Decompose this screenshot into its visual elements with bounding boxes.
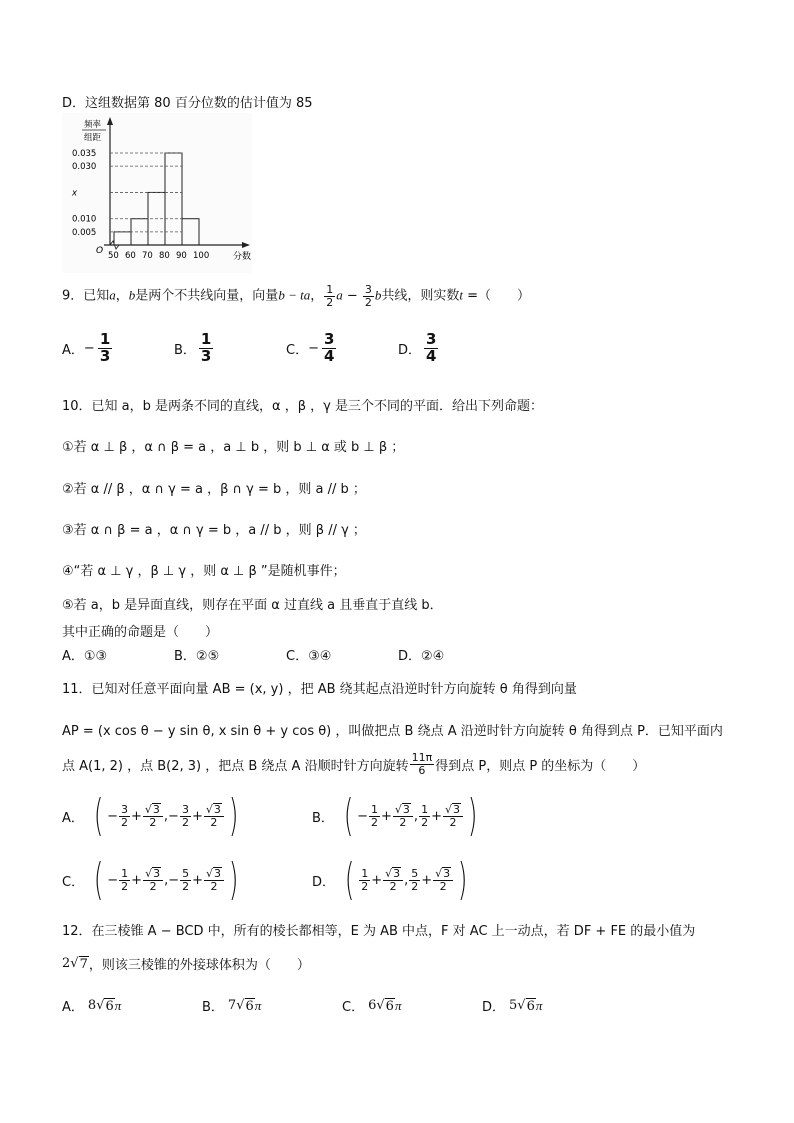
q10-option-d[interactable]: D．②④ (398, 649, 445, 664)
option-coef: 8 (87, 998, 97, 1013)
q10-item-5: ⑤若 a，b 是异面直线，则存在平面 α 过直线 a 且垂直于直线 b． (62, 598, 443, 613)
coord-fraction: $\frac{1}{2}$ (371, 802, 378, 829)
option-label: C． (342, 1000, 365, 1015)
coord-fraction: $\frac{5}{2}$ (411, 866, 419, 893)
option-label: B． (174, 342, 196, 358)
q10-item-3: ③若 α ∩ β = a ，α ∩ γ = b ，a // b ，则 β // γ ； (62, 523, 366, 538)
option-label: C． (286, 342, 309, 358)
q11-line-1: 11．已知对任意平面向量 AB = (x, y) ，把 AB 绕其起点沿逆时针方向旋转 θ 角得到向量 (62, 682, 577, 697)
q9-stem-end: =（ ） (463, 288, 531, 304)
q12-line-1: 12．在三棱锥 A − BCD 中，所有的棱长都相等，E 为 AB 中点，F 对 AC 上一动点，若 DF + FE 的最小值为 (62, 924, 696, 939)
coord-fraction: $\frac{1}{2}$ (421, 802, 429, 829)
left-paren: ( (343, 790, 354, 841)
left-paren: ( (93, 854, 104, 905)
q11-line-3-pre: 点 A(1, 2) ，点 B(2, 3) ，把点 B 绕点 A 沿顺时针方向旋转 (62, 758, 409, 774)
q9-expr1: b − ta (278, 287, 311, 303)
q11-option-a[interactable] (62, 790, 242, 841)
op-text: − (168, 872, 180, 888)
sqrt-fraction: $\frac{√3}{2}$ (443, 803, 463, 828)
sqrt-fraction: $\frac{√3}{2}$ (143, 867, 163, 892)
op-text: + (191, 808, 203, 824)
q10-item-4: ④“若 α ⊥ γ ，β ⊥ γ ，则 α ⊥ β ”是随机事件； (62, 564, 346, 579)
op-text: − (107, 808, 118, 824)
option-label: B． (202, 1000, 224, 1015)
x-tick-label: 60 (125, 251, 136, 261)
x-tick-label: 90 (176, 251, 187, 261)
right-paren: ) (228, 790, 239, 841)
op-text: + (421, 872, 433, 888)
coord-fraction: $\frac{1}{2}$ (361, 866, 369, 893)
op-text: , (404, 872, 409, 888)
option-radicand: 6 (526, 998, 535, 1014)
option-label: B． (312, 810, 334, 826)
frequency-histogram (62, 113, 252, 273)
option-pi: π (114, 997, 122, 1013)
q9-option-b[interactable] (174, 332, 214, 365)
op-text: + (131, 872, 143, 888)
op-text: , (163, 808, 169, 824)
option-label: D． (398, 342, 422, 358)
q10-option-a[interactable]: A．①③ (62, 649, 108, 664)
radical-icon: √ (517, 998, 526, 1013)
op-text: , (413, 808, 419, 824)
option-fraction: $\frac{3}{4}$ (323, 330, 335, 365)
coord-fraction: $\frac{3}{2}$ (181, 802, 189, 829)
option-radicand: 6 (245, 998, 254, 1014)
option-label: A． (62, 342, 84, 358)
option-pi: π (394, 997, 402, 1013)
sqrt-fraction: $\frac{√3}{2}$ (433, 867, 453, 892)
x-tick-label: 80 (159, 251, 170, 261)
sqrt-fraction: $\frac{√3}{2}$ (393, 803, 413, 828)
q11-option-d[interactable] (312, 854, 471, 905)
q9-frac1-num: 1 (326, 283, 334, 296)
option-coef: 6 (368, 998, 377, 1013)
q9-option-c[interactable] (286, 332, 337, 365)
right-paren: ) (458, 854, 468, 905)
q9-frac1-den: 2 (326, 295, 334, 309)
q12-option-d[interactable] (482, 996, 542, 1015)
x-tick-label: 50 (108, 251, 119, 261)
right-paren: ) (467, 790, 478, 841)
sqrt-fraction: $\frac{√3}{2}$ (204, 803, 224, 828)
q9-sep: ， (115, 288, 129, 304)
option-label: C． (62, 874, 85, 890)
x-tick-label: 100 (193, 251, 210, 261)
radical-icon: √ (376, 998, 385, 1013)
x-tick-label: 70 (142, 251, 153, 261)
q11-option-b[interactable] (312, 790, 481, 841)
q11-line-2: AP = (x cos θ − y sin θ, x sin θ + y cos θ) ，叫做把点 B 绕点 A 沿逆时针方向旋转 θ 角得到点 P．已知平面内 (62, 724, 723, 739)
q10-option-b[interactable]: B．②⑤ (174, 649, 220, 664)
q9-stem: 9．已知a，b是两个不共线向量，向量b − ta， $\frac{1}{2}$ a − $\frac{3}{2}$ b共线，则实数t =（ ） (62, 283, 531, 309)
option-pi: π (254, 997, 262, 1013)
q10-question: 其中正确的命题是（ ） (62, 625, 219, 640)
q9-frac2-den: 2 (364, 295, 372, 309)
left-paren: ( (344, 854, 355, 905)
sqrt-fraction: $\frac{√3}{2}$ (383, 867, 403, 892)
q10-stem: 10．已知 a，b 是两条不同的直线，α ，β ，γ 是三个不同的平面．给出下列命题： (62, 399, 543, 414)
q9-stem-mid: 是两个不共线向量，向量 (135, 288, 279, 304)
sqrt-fraction: $\frac{√3}{2}$ (143, 803, 163, 828)
x-label: 分数 (233, 252, 252, 262)
option-sign: − (83, 340, 95, 356)
q11-option-c[interactable] (62, 854, 242, 905)
q11-angle-frac (410, 752, 435, 776)
op-text: − (168, 808, 179, 824)
option-radicand: 6 (105, 998, 114, 1014)
op-text: + (371, 872, 383, 888)
option-coef: 7 (227, 998, 237, 1013)
sqrt-fraction: $\frac{√3}{2}$ (204, 867, 224, 892)
option-label: A． (62, 1000, 84, 1015)
option-fraction: $\frac{1}{3}$ (200, 330, 212, 365)
option-radicand: 6 (385, 998, 394, 1014)
q12-option-a[interactable] (62, 996, 121, 1015)
q9-stem-mid4: 共线，则实数 (381, 288, 460, 304)
y-tick-label: 0.010 (72, 214, 97, 225)
q9-sep2: ， (310, 288, 324, 304)
right-paren: ) (228, 854, 239, 905)
y-tick-label: 0.030 (72, 162, 97, 173)
q9-frac2-num: 3 (364, 283, 372, 296)
q9-option-d[interactable] (398, 332, 439, 365)
q9-vec-a: a (109, 287, 116, 303)
coord-fraction: $\frac{5}{2}$ (182, 866, 190, 893)
q8-option-d: D．这组数据第 80 百分位数的估计值为 85 (62, 96, 313, 111)
op-text: , (164, 872, 169, 888)
option-label: D． (482, 1000, 506, 1015)
option-fraction: $\frac{1}{3}$ (99, 330, 111, 365)
y-tick-label: 0.035 (72, 149, 97, 159)
q9-frac1 (324, 284, 335, 308)
option-label: D． (312, 874, 336, 890)
y-tick-label: 0.005 (72, 227, 97, 238)
op-text: + (192, 872, 204, 888)
y-label-top: 频率 (84, 120, 102, 130)
option-pi: π (535, 997, 543, 1013)
option-coef: 5 (509, 998, 518, 1013)
op-text: + (381, 808, 392, 824)
q9-var-t: t (459, 287, 464, 303)
left-paren: ( (93, 790, 104, 841)
q9-vec-b: b (128, 287, 136, 303)
q10-option-c[interactable]: C．③④ (286, 649, 332, 664)
op-text: + (431, 808, 442, 824)
option-label: A． (62, 810, 84, 826)
q9-stem-pre: 9．已知 (62, 288, 110, 304)
radical-icon: √ (236, 998, 245, 1013)
q12-radicand: 7 (79, 956, 88, 972)
q12-option-b[interactable] (202, 996, 261, 1015)
coord-fraction: $\frac{1}{2}$ (121, 866, 129, 893)
q11-line-3-post: 得到点 P，则点 P 的坐标为（ ） (435, 758, 646, 774)
option-sign: − (308, 340, 319, 356)
radical-icon: √ (96, 998, 105, 1013)
q12-line-2: 2 √ 7 ，则该三棱锥的外接球体积为（ ） (62, 956, 310, 973)
op-text: + (130, 808, 142, 824)
q11-angle-num: 11π (411, 751, 433, 764)
y-label-bottom: 组距 (84, 133, 102, 143)
q12-option-c[interactable] (342, 996, 401, 1015)
op-text: − (357, 808, 368, 824)
q12-coef: 2 (62, 956, 71, 971)
origin-label: O (96, 246, 104, 256)
q11-angle-den: 6 (418, 763, 426, 777)
q12-line-2-post: ，则该三棱锥的外接球体积为（ ） (88, 958, 310, 973)
y-tick-label: x (72, 188, 78, 199)
q11-line-3 (62, 752, 645, 776)
option-fraction: $\frac{3}{4}$ (426, 330, 437, 365)
op-text: − (107, 872, 119, 888)
q10-item-2: ②若 α // β ，α ∩ γ = a ，β ∩ γ = b ，则 a // b ； (62, 482, 366, 497)
q9-frac2 (363, 284, 374, 308)
q9-option-a[interactable] (62, 332, 113, 365)
coord-fraction: $\frac{3}{2}$ (120, 802, 128, 829)
q10-item-1: ①若 α ⊥ β ，α ∩ β = a ，a ⊥ b ，则 b ⊥ α 或 b ⊥ β ； (62, 440, 405, 455)
